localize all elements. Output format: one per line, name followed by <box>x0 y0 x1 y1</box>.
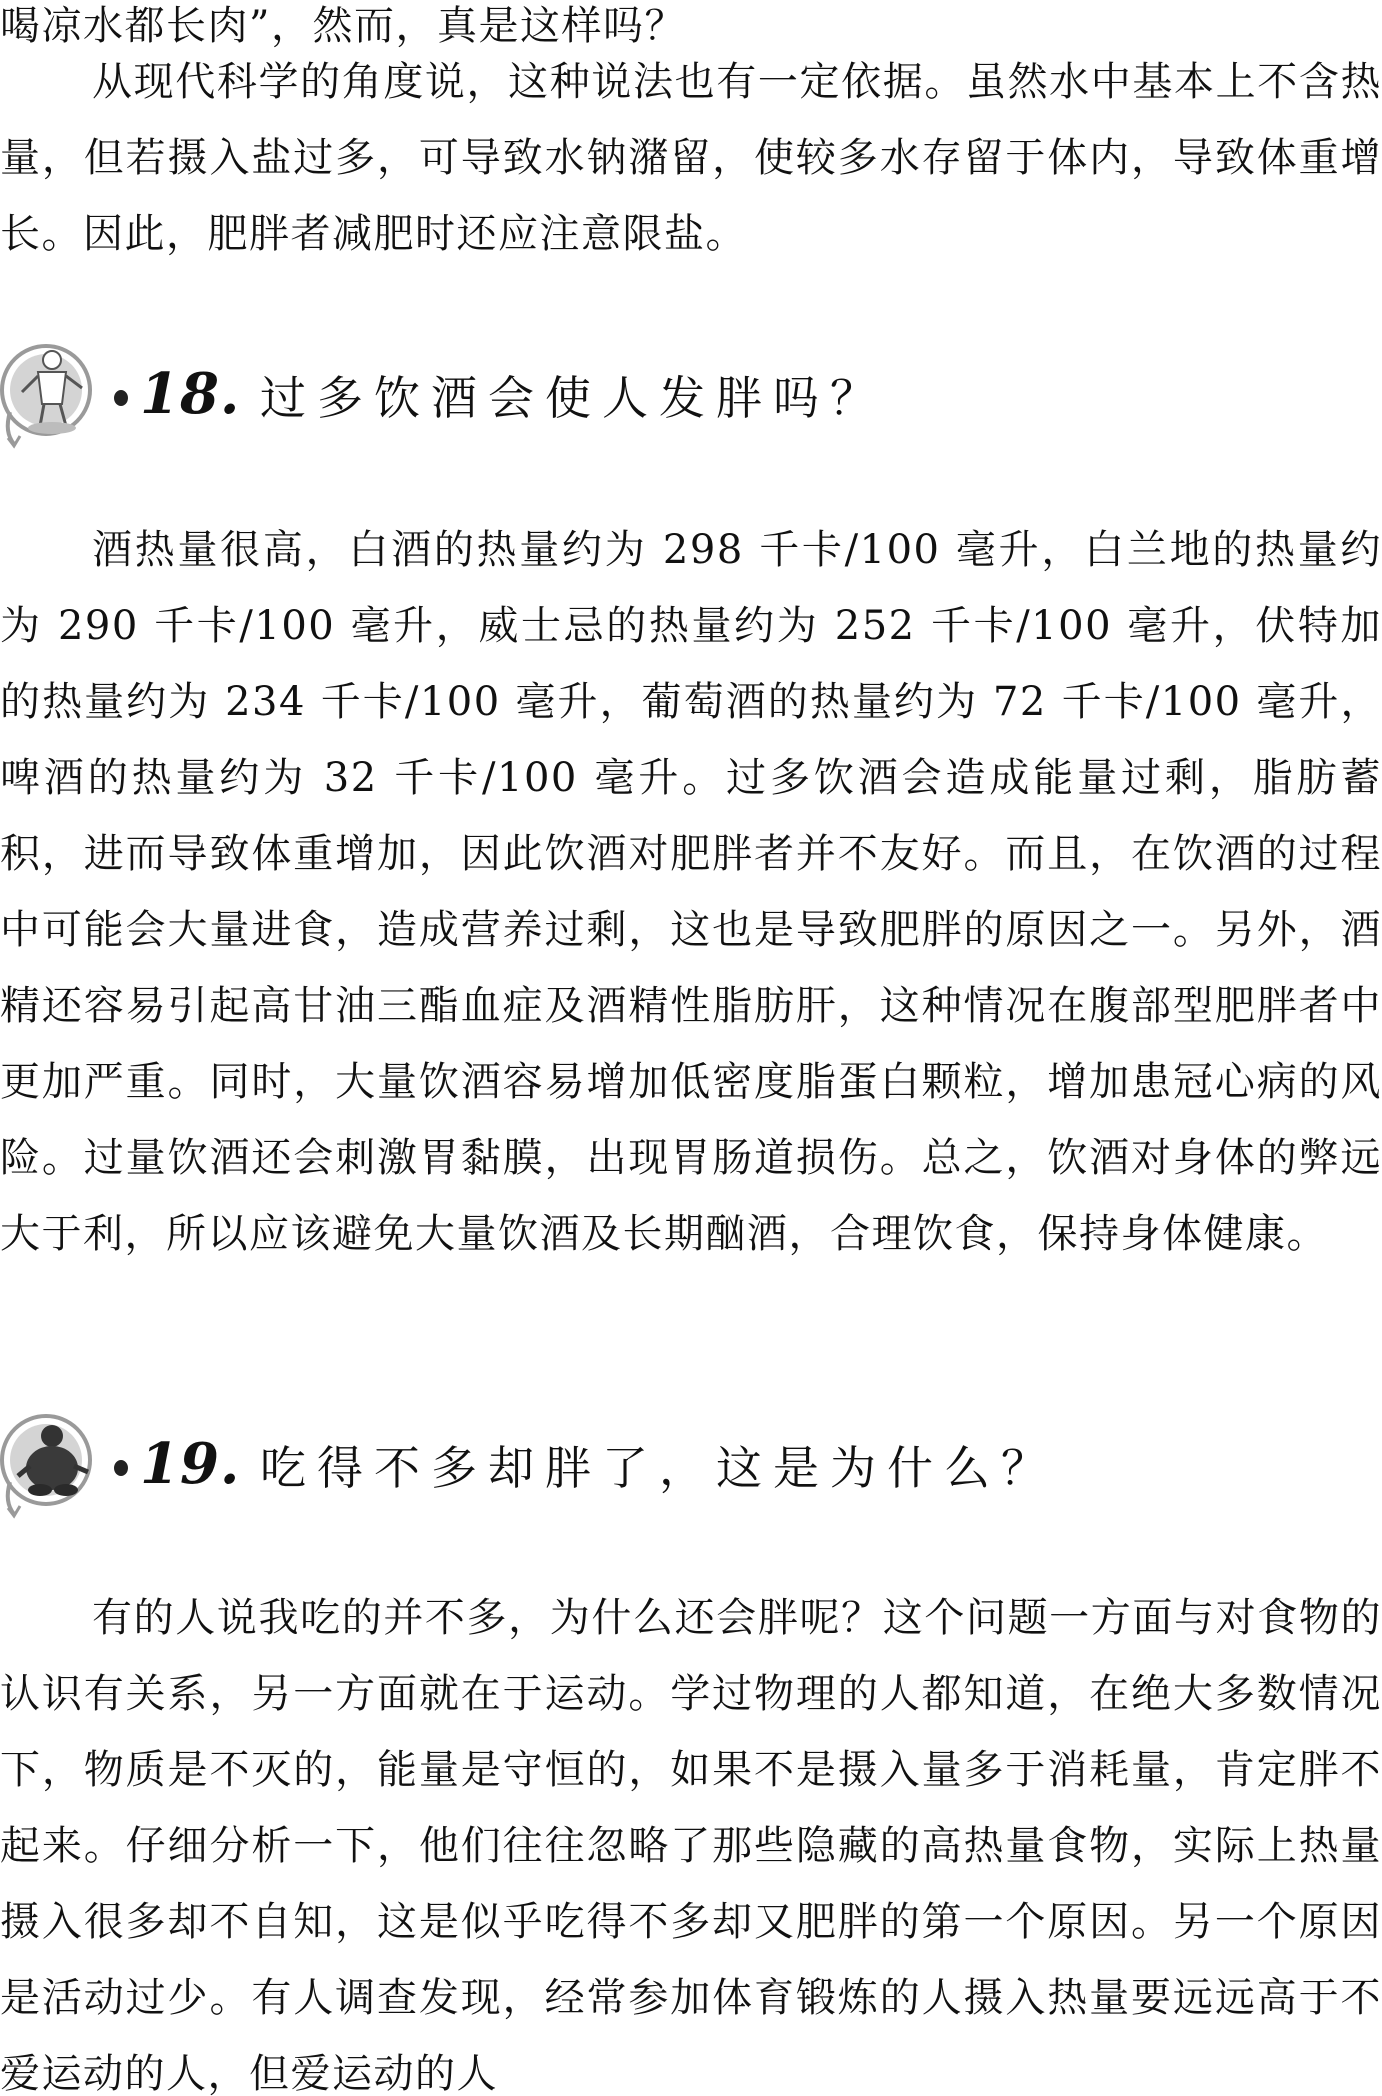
section-number: 19. <box>140 1431 241 1497</box>
heading-bullet-dot <box>114 390 128 406</box>
section-heading-19 <box>0 1410 1382 1520</box>
sitting-figure-icon <box>0 1410 130 1520</box>
paragraph-eating-less: 有的人说我吃的并不多，为什么还会胖呢？这个问题一方面与对食物的认识有关系，另一方面就在于运动。学过物理的人都知道，在绝大多数情况下，物质是不灭的，能量是守恒的，如果不是摄入量多于消耗量，肯定胖不起来。仔细分析一下，他们往往忽略了那些隐藏的高热量食物，实际上热量摄入很多却不自知，这是似乎吃得不多却又肥胖的第一个原因。另一个原因是活动过少。有人调查发现，经常参加体育锻炼的人摄入热量要远远高于不爱运动的人，但爱运动的人 <box>0 1595 1382 2096</box>
section-title: 吃得不多却胖了，这是为什么？ <box>260 1441 1058 1495</box>
paragraph-alcohol: 酒热量很高，白酒的热量约为 298 千卡/100 毫升，白兰地的热量约为 290 千卡/100 毫升，威士忌的热量约为 252 千卡/100 毫升，伏特加的热量约为 234 千卡/100 毫升，葡萄酒的热量约为 72 千卡/100 毫升，啤酒的热量约为 32 千卡/100 毫升。过多饮酒会造成能量过剩，脂肪蓄积，进而导致体重增加，因此饮酒对肥胖者并不友好。而且，在饮酒的过程中可能会大量进食，造成营养过剩，这也是导致肥胖的原因之一。另外，酒精还容易引起高甘油三酯血症及酒精性脂肪肝，这种情况在腹部型肥胖者中更加严重。同时，大量饮酒容易增加低密度脂蛋白颗粒，增加患冠心病的风险。过量饮酒还会刺激胃黏膜，出现胃肠道损伤。总之，饮酒对身体的弊远大于利，所以应该避免大量饮酒及长期酗酒，合理饮食，保持身体健康。 <box>0 527 1382 1257</box>
heading-bullet-dot <box>114 1460 128 1476</box>
gear-figure-icon <box>0 340 130 450</box>
section-heading-18 <box>0 340 1382 450</box>
section-title: 过多饮酒会使人发胖吗？ <box>260 371 887 425</box>
paragraph-salt: 从现代科学的角度说，这种说法也有一定依据。虽然水中基本上不含热量，但若摄入盐过多，可导致水钠潴留，使较多水存留于体内，导致体重增长。因此，肥胖者减肥时还应注意限盐。 <box>0 59 1382 257</box>
section-number: 18. <box>140 361 241 427</box>
paragraph-continuation: 喝凉水都长肉”，然而，真是这样吗？ <box>0 3 686 49</box>
